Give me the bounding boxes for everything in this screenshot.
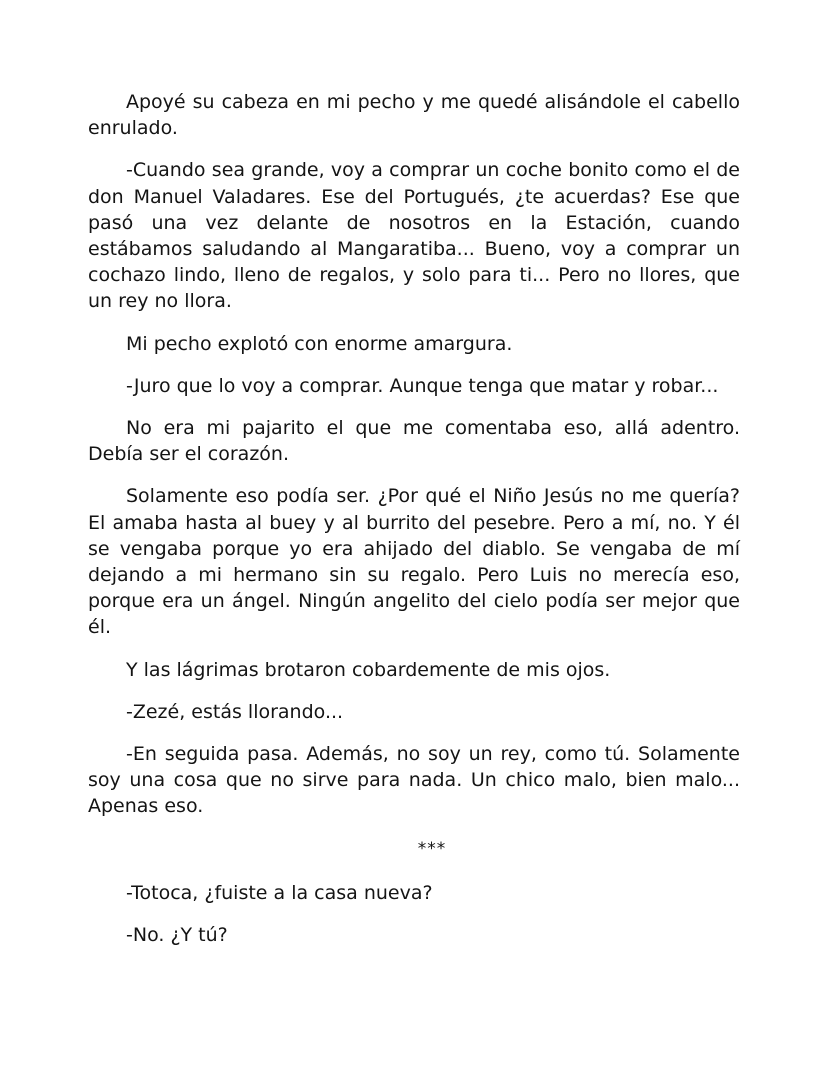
paragraph: Solamente eso podía ser. ¿Por qué el Niño Jesús no me quería? El amaba hasta al buey y al burrito del pesebre. Pero a mí, no. Y él se vengaba porque yo era ahijado del diablo. Se vengaba de mí dejando a mi hermano sin su regalo. Pero Luis no merecía eso, porque era un ángel. Ningún angelito del cielo podía ser mejor que él. [88,485,740,639]
paragraph: -Cuando sea grande, voy a comprar un coche bonito como el de don Manuel Valadares. Ese del Portugués, ¿te acuerdas? Ese que pasó una vez delante de nosotros en la Estación, cuando estábamos saludando al Mangaratiba... Bueno, voy a comprar un cochazo lindo, lleno de regalos, y solo para ti... Pero no llores, que un rey no llora. [88,159,740,313]
paragraph: No era mi pajarito el que me comentaba eso, allá adentro. Debía ser el corazón. [88,417,740,466]
paragraph: Mi pecho explotó con enorme amargura. [126,332,513,355]
paragraph: -Juro que lo voy a comprar. Aunque tenga que matar y robar... [126,374,719,397]
paragraph: -En seguida pasa. Además, no soy un rey, como tú. Solamente soy una cosa que no sirve para nada. Un chico malo, bien malo... Apenas eso. [88,743,740,818]
paragraph: -Zezé, estás llorando... [126,700,344,723]
paragraph: Y las lágrimas brotaron cobardemente de mis ojos. [126,658,611,681]
paragraph: -Totoca, ¿fuiste a la casa nueva? [126,881,433,904]
paragraph: Apoyé su cabeza en mi pecho y me quedé alisándole el cabello enrulado. [88,91,740,140]
paragraph: -No. ¿Y tú? [126,924,228,947]
book-page [88,89,740,964]
section-separator: *** [417,838,447,859]
